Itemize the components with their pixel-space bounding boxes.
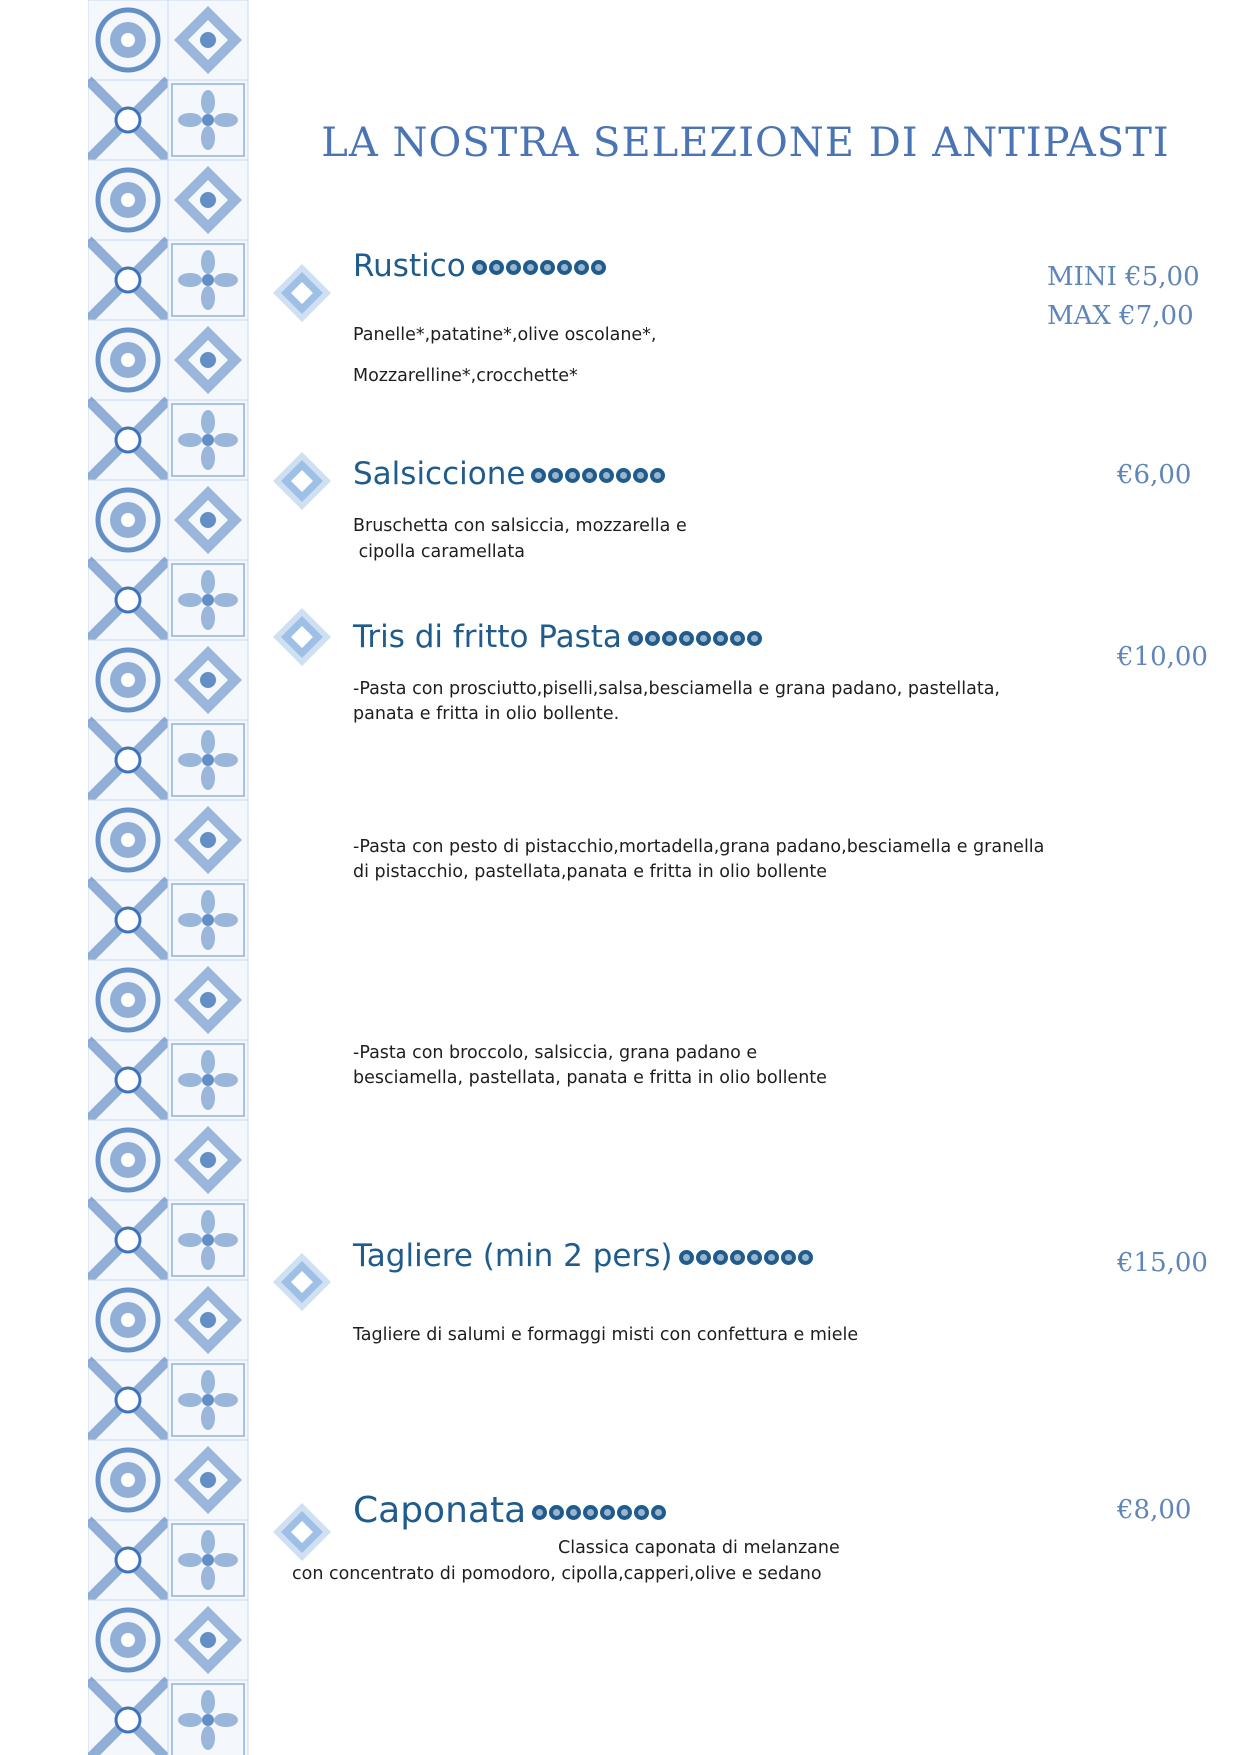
tile [88,1440,168,1520]
shellfish-icon [713,1250,728,1265]
diamond-ornament-icon [271,450,333,512]
sesame-icon [591,260,606,275]
dish-description: Panelle*,patatine*,olive oscolane*, [353,325,657,345]
allergen-icons [531,468,665,483]
sesame-icon [747,631,762,646]
tile [88,320,168,400]
milk-icon [489,260,504,275]
tile [88,800,168,880]
tile [88,480,168,560]
shellfish-icon [565,468,580,483]
tile [88,1120,168,1200]
celery-icon [523,260,538,275]
price: €15,00 [1117,1248,1208,1278]
gluten-icon [679,1250,694,1265]
dish-description: cipolla caramellata [353,542,525,562]
tile [88,640,168,720]
tile [88,1680,168,1755]
tile [168,880,248,960]
tile [88,0,168,80]
egg-icon [540,260,555,275]
allergen-icons [532,1505,666,1520]
dish-description: -Pasta con pesto di pistacchio,mortadella,grana padano,besciamella e granella [353,837,1045,857]
tile [88,1040,168,1120]
celery-icon [730,1250,745,1265]
dish-description: Tagliere di salumi e formaggi misti con confettura e miele [353,1325,859,1345]
tile [168,0,248,80]
tile [88,1520,168,1600]
gluten-icon [531,468,546,483]
tile [168,960,248,1040]
mustard-icon [764,1250,779,1265]
sesame-icon [798,1250,813,1265]
tile [88,400,168,480]
tile [168,1600,248,1680]
price: €8,00 [1117,1495,1192,1525]
gluten-icon [472,260,487,275]
tile [168,640,248,720]
milk-icon [645,631,660,646]
tile [168,1040,248,1120]
egg-icon [599,468,614,483]
tile [168,480,248,560]
price-mini: MINI €5,00 [1047,262,1200,292]
dish-description: Bruschetta con salsiccia, mozzarella e [353,516,687,536]
tile [88,1600,168,1680]
price: €10,00 [1117,642,1208,672]
celery-icon [679,631,694,646]
shellfish-icon [662,631,677,646]
dish-description: panata e fritta in olio bollente. [353,704,620,724]
price: €6,00 [1117,460,1192,490]
diamond-ornament-icon [271,1251,333,1313]
sesame-icon [651,1505,666,1520]
mustard-icon [713,631,728,646]
celery-icon [582,468,597,483]
shellfish-icon [506,260,521,275]
fish-icon [781,1250,796,1265]
decorative-tile-strip [88,0,249,1755]
egg-icon [747,1250,762,1265]
tile [88,240,168,320]
milk-icon [696,1250,711,1265]
dish-description: -Pasta con broccolo, salsiccia, grana padano e [353,1043,758,1063]
gluten-icon [532,1505,547,1520]
dish-description: con concentrato di pomodoro, cipolla,capperi,olive e sedano [292,1564,822,1584]
tile [168,1440,248,1520]
tile [168,1520,248,1600]
tile [88,1360,168,1440]
tile [168,560,248,640]
shellfish-icon [566,1505,581,1520]
tile [168,800,248,880]
mustard-icon [617,1505,632,1520]
tile [88,880,168,960]
fish-icon [633,468,648,483]
fish-icon [730,631,745,646]
tile [168,400,248,480]
tile [88,80,168,160]
price-max: MAX €7,00 [1047,301,1194,331]
tile [88,720,168,800]
tile [168,1120,248,1200]
tile [168,320,248,400]
allergen-icons [628,631,762,646]
tile [88,1200,168,1280]
tile [88,560,168,640]
tile [168,1280,248,1360]
tile [168,1360,248,1440]
dish-description: Classica caponata di melanzane [558,1538,840,1558]
tile [88,1280,168,1360]
dish-name-tagliere: Tagliere (min 2 pers) [353,1241,813,1272]
diamond-ornament-icon [271,262,333,324]
milk-icon [548,468,563,483]
fish-icon [634,1505,649,1520]
diamond-ornament-icon [271,606,333,668]
dish-name-rustico: Rustico [353,251,606,282]
dish-name-salsiccione: Salsiccione [353,459,665,490]
tile [168,240,248,320]
tile [168,720,248,800]
milk-icon [549,1505,564,1520]
dish-name-caponata: Caponata [353,1493,666,1529]
mustard-icon [557,260,572,275]
egg-icon [600,1505,615,1520]
tile [168,160,248,240]
mustard-icon [616,468,631,483]
egg-icon [696,631,711,646]
page-title: LA NOSTRA SELEZIONE DI ANTIPASTI [321,120,1170,166]
tile [168,1200,248,1280]
dish-description: besciamella, pastellata, panata e fritta in olio bollente [353,1068,827,1088]
tile [168,1680,248,1755]
dish-name-tris-di-fritto-pasta: Tris di fritto Pasta [353,622,762,653]
fish-icon [574,260,589,275]
tile [88,960,168,1040]
allergen-icons [679,1250,813,1265]
celery-icon [583,1505,598,1520]
allergen-icons [472,260,606,275]
dish-description: -Pasta con prosciutto,piselli,salsa,besciamella e grana padano, pastellata, [353,679,1000,699]
diamond-ornament-icon [271,1501,333,1563]
sesame-icon [650,468,665,483]
dish-description: Mozzarelline*,crocchette* [353,366,578,386]
tile [88,160,168,240]
tile [168,80,248,160]
dish-description: di pistacchio, pastellata,panata e fritta in olio bollente [353,862,828,882]
majolica-tile-pattern [88,0,249,1755]
gluten-icon [628,631,643,646]
